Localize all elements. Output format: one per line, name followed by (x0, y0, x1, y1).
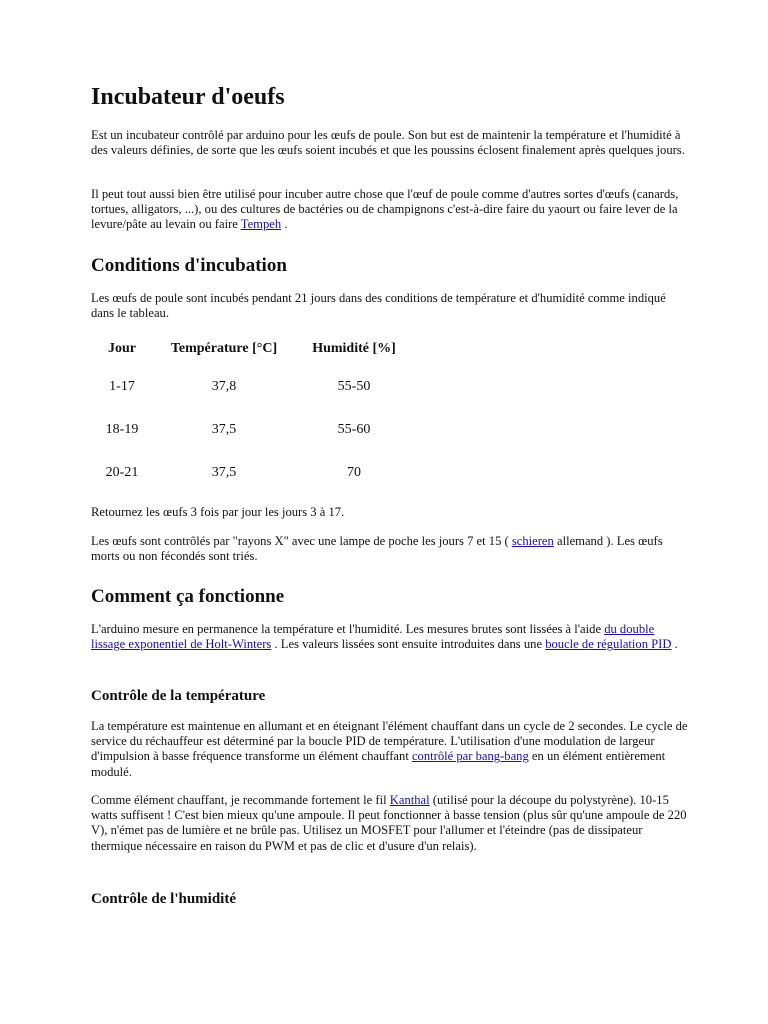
conditions-intro: Les œufs de poule sont incubés pendant 21 jours dans des conditions de température et d'humidité comme indiqué dans le tableau. (91, 291, 666, 321)
temp-p2-end: (utilisé pour la découpe du polystyrène). 10-15 watts suffisent ! C'est bien mieux qu'une ampoule. Il peut fonctionner à basse tension (plus sûr qu'une ampoule de 220 V), n'émet pas de lumière et ne brûle pas. Utilisez un MOSFET pour l'allumer et l'éteindre (pas de dissipateur thermique nécessaire en raison du PWM et pas de clic et d'usure d'un relais). (91, 793, 687, 853)
temp-p1-text: La température est maintenue en allumant et en éteignant l'élément chauffant dans un cycle de 2 secondes. Le cycle de service du réchauffeur est déterminé par la boucle PID de température. L'utilisation d'une modulation de largeur d'impulsion à basse fréquence transforme un élément chauffant (91, 719, 688, 764)
intro-paragraph-2 (91, 187, 691, 233)
holt-winters-link[interactable]: du double lissage exponentiel de Holt-Winters (91, 622, 655, 652)
tempeh-link[interactable]: Tempeh (240, 217, 282, 232)
schieren-link[interactable]: schieren (511, 534, 554, 548)
table-row (91, 451, 413, 494)
conditions-heading: Conditions d'incubation (91, 255, 287, 276)
table-cell: 70 (347, 464, 361, 480)
pid-loop-link[interactable]: boucle de régulation PID (545, 637, 672, 652)
humidity-control-heading: Contrôle de l'humidité (91, 891, 236, 907)
how-text-1: L'arduino mesure en permanence la température et l'humidité. Les mesures brutes sont lissées à l'aide (91, 622, 605, 636)
table-cell: 55-50 (337, 378, 371, 394)
temperature-control-heading: Contrôle de la température (91, 688, 266, 704)
bang-bang-link[interactable]: contrôlé par bang-bang (411, 749, 529, 764)
page-title: Incubateur d'oeufs (91, 84, 285, 110)
how-it-works-paragraph (91, 622, 691, 652)
col-header-humidite: Humidité [%] (312, 341, 396, 356)
temperature-paragraph-1 (91, 719, 691, 780)
temp-p2-text: Comme élément chauffant, je recommande fortement le fil (91, 793, 390, 807)
xray-paragraph (91, 534, 691, 564)
how-it-works-heading: Comment ça fonctionne (91, 586, 285, 607)
col-header-temperature: Température [°C] (170, 341, 278, 356)
table-cell: 37,5 (211, 464, 237, 480)
kanthal-link[interactable]: Kanthal (389, 793, 430, 807)
col-header-jour: Jour (108, 341, 136, 356)
incubation-table (91, 333, 413, 494)
temp-p1-end: en un élément entièrement modulé. (91, 749, 666, 779)
turn-eggs-text: Retournez les œufs 3 fois par jour les jours 3 à 17. (91, 505, 345, 519)
intro-paragraph-1: Est un incubateur contrôlé par arduino pour les œufs de poule. Son but est de maintenir la température et l'humidité à des valeurs définies, de sorte que les œufs soient incubés et que les poussins éclosent finalement après quelques jours. (91, 128, 685, 158)
table-row (91, 365, 413, 408)
table-cell: 37,5 (211, 421, 237, 437)
xray-end: allemand ). Les œufs morts ou non fécondés sont triés. (91, 534, 663, 564)
temperature-paragraph-2 (91, 793, 691, 854)
xray-text: Les œufs sont contrôlés par "rayons X" avec une lampe de poche les jours 7 et 15 ( (91, 534, 512, 548)
how-text-2: . Les valeurs lissées sont ensuite introduites dans une (271, 637, 546, 652)
how-end: . (671, 637, 678, 652)
table-cell: 18-19 (105, 421, 139, 437)
table-cell: 1-17 (109, 378, 135, 394)
table-row (91, 408, 413, 451)
intro-p2-end: . (281, 217, 288, 232)
table-header-row (91, 333, 413, 365)
table-cell: 55-60 (337, 421, 371, 437)
table-cell: 37,8 (211, 378, 237, 394)
intro-p2-text: Il peut tout aussi bien être utilisé pour incuber autre chose que l'œuf de poule comme d'autres sortes d'œufs (canards, tortues, alligators, ...), ou des cultures de bactéries ou de champignons c'est-à-dire faire du yaourt ou faire lever de la levure/pâte au levain ou faire (91, 187, 679, 232)
table-cell: 20-21 (105, 464, 139, 480)
